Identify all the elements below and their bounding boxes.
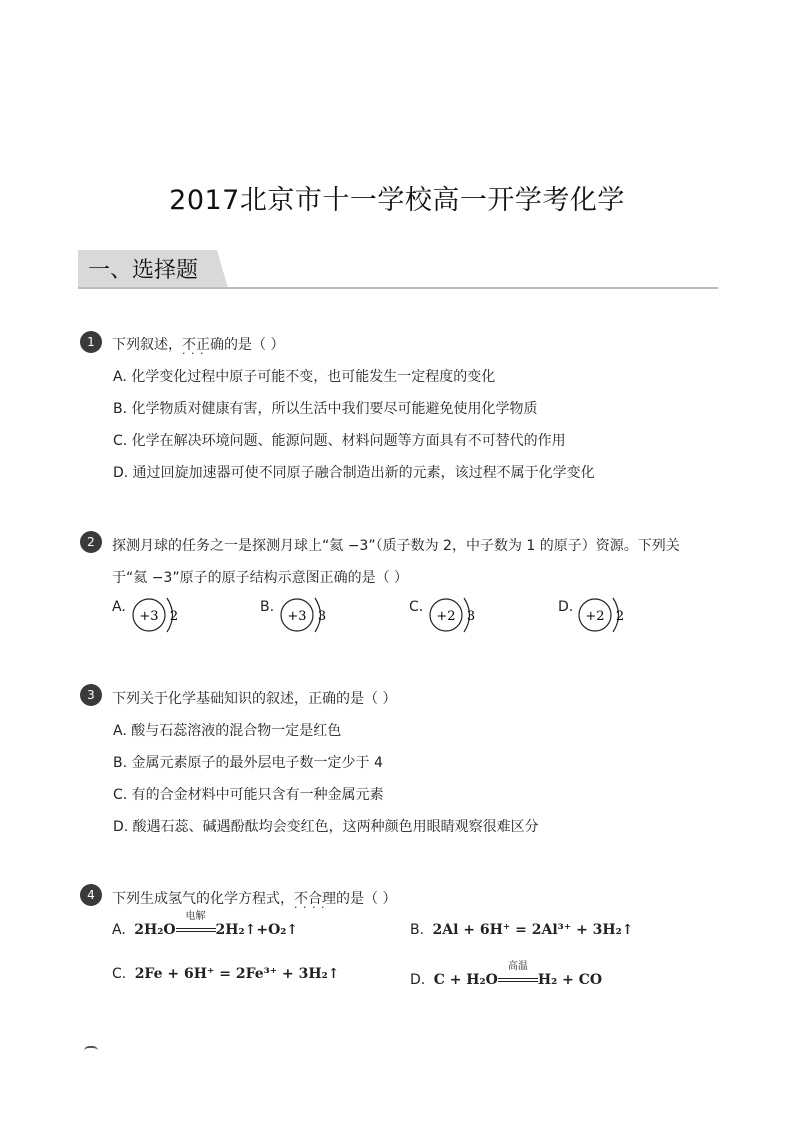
equation-lhs: C + H₂O xyxy=(433,972,498,988)
option-label: A. xyxy=(112,599,126,615)
option-label: B. xyxy=(260,599,275,615)
nucleus-charge: +2 xyxy=(585,609,605,624)
question-4-option-b[interactable] xyxy=(410,922,634,938)
question-2-option-c[interactable] xyxy=(409,592,499,642)
question-3-option-a[interactable]: A. 酸与石蕊溶液的混合物一定是红色 xyxy=(113,723,342,739)
question-2-option-a[interactable] xyxy=(112,592,202,642)
question-1-stem-pre: 下列叙述， xyxy=(112,337,182,353)
equation: 2Fe + 6H⁺ = 2Fe³⁺ + 3H₂↑ xyxy=(134,966,340,982)
question-3-stem: 下列关于化学基础知识的叙述，正确的是（ ） xyxy=(112,691,397,707)
question-1-option-c[interactable]: C. 化学在解决环境问题、能源问题、材料问题等方面具有不可替代的作用 xyxy=(113,433,566,449)
question-1-option-a[interactable]: A. 化学变化过程中原子可能不变，也可能发生一定程度的变化 xyxy=(113,369,496,385)
option-label: C. xyxy=(409,599,424,615)
question-3-option-c[interactable]: C. 有的合金材料中可能只含有一种金属元素 xyxy=(113,787,384,803)
reaction-condition-arrow xyxy=(176,911,216,938)
question-2-stem-line-2: 于“氦 −3”原子的原子结构示意图正确的是（ ） xyxy=(112,570,409,586)
page-title: 2017北京市十一学校高一开学考化学 xyxy=(169,185,625,216)
option-label: D. xyxy=(558,599,574,615)
question-4-emphasis: 不合理 · · · · xyxy=(294,888,336,908)
reaction-condition: 电解 xyxy=(185,911,206,922)
question-1-emphasis: 不正确 · · · xyxy=(182,334,224,354)
reaction-condition-arrow xyxy=(498,961,538,988)
question-2-option-b[interactable] xyxy=(260,592,350,642)
atom-structure-diagram xyxy=(130,592,200,642)
shell-electron-count: 3 xyxy=(466,609,476,624)
nucleus-charge: +2 xyxy=(436,609,456,624)
question-4-option-d[interactable] xyxy=(410,961,603,988)
section-header xyxy=(78,250,718,290)
equation-rhs: 2H₂↑+O₂↑ xyxy=(215,922,299,938)
reaction-condition: 高温 xyxy=(507,961,528,972)
equation-rhs: H₂ + CO xyxy=(537,972,603,988)
question-1-option-b[interactable]: B. 化学物质对健康有害，所以生活中我们要尽可能避免使用化学物质 xyxy=(113,401,538,417)
question-1-stem xyxy=(112,334,284,354)
question-4-option-a[interactable] xyxy=(112,911,299,938)
option-label: D. xyxy=(410,972,426,988)
option-label: A. xyxy=(112,922,126,938)
question-4-stem xyxy=(112,888,396,908)
shell-electron-count: 2 xyxy=(169,609,179,624)
equation: 2Al + 6H⁺ = 2Al³⁺ + 3H₂↑ xyxy=(432,922,634,938)
shell-electron-count: 2 xyxy=(615,609,625,624)
question-number-badge: 1 xyxy=(80,331,102,353)
question-number-badge: 2 xyxy=(80,531,102,553)
question-1-stem-post: 的是（ ） xyxy=(224,337,285,353)
question-4-stem-pre: 下列生成氢气的化学方程式， xyxy=(112,891,294,907)
section-title: 一、选择题 xyxy=(88,258,199,283)
option-label: B. xyxy=(410,922,425,938)
section-divider xyxy=(78,287,718,289)
question-3-option-d[interactable]: D. 酸遇石蕊、碱遇酚酞均会变红色，这两种颜色用眼睛观察很难区分 xyxy=(113,819,539,835)
question-4-option-c[interactable] xyxy=(112,966,339,982)
question-3-option-b[interactable]: B. 金属元素原子的最外层电子数一定少于 4 xyxy=(113,755,383,771)
question-1-option-d[interactable]: D. 通过回旋加速器可使不同原子融合制造出新的元素，该过程不属于化学变化 xyxy=(113,465,595,481)
question-number-badge: 3 xyxy=(80,684,102,706)
question-number-badge: 4 xyxy=(80,884,102,906)
atom-structure-diagram xyxy=(427,592,497,642)
option-label: C. xyxy=(112,966,127,982)
shell-electron-count: 3 xyxy=(317,609,327,624)
question-2-stem-line-1: 探测月球的任务之一是探测月球上“氦 −3”（质子数为 2，中子数为 1 的原子）资源。下列关 xyxy=(112,538,680,554)
question-2-option-d[interactable] xyxy=(558,592,648,642)
atom-structure-diagram xyxy=(576,592,646,642)
next-question-badge-partial xyxy=(84,1046,98,1051)
atom-structure-diagram xyxy=(278,592,348,642)
equation-lhs: 2H₂O xyxy=(134,922,176,938)
question-4-stem-post: 的是（ ） xyxy=(336,891,397,907)
nucleus-charge: +3 xyxy=(139,609,159,624)
nucleus-charge: +3 xyxy=(287,609,307,624)
